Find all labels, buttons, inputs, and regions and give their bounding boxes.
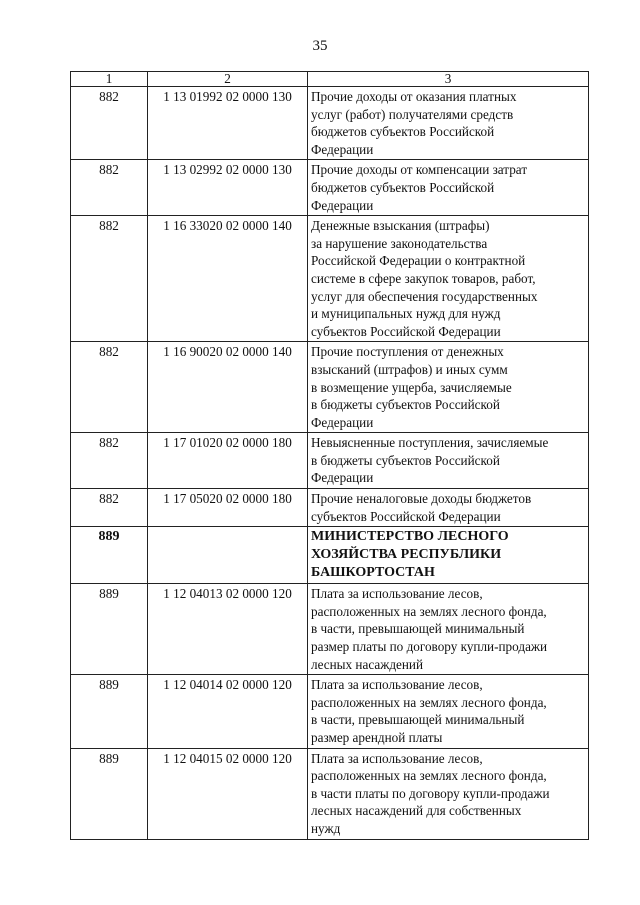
description-line: Прочие доходы от оказания платных [311,89,517,104]
description-line: Федерации [311,141,374,157]
column-header-2: 2 [148,72,308,87]
description-line: Невыясненные поступления, зачисляемые [311,435,549,451]
description-line: Российской Федерации о контрактной [311,253,526,269]
revenue-code-cell: 1 12 04013 02 0000 120 [148,584,308,675]
revenue-code-cell [148,527,308,584]
description-line: лесных насаждений [311,656,424,672]
description-line: субъектов Российской Федерации [311,323,501,339]
revenue-code-cell: 1 16 90020 02 0000 140 [148,342,308,433]
admin-code-cell: 889 [71,527,148,584]
column-header-3: 3 [308,72,589,87]
table-row [71,342,589,433]
revenue-codes-table [70,71,589,840]
description-line: расположенных на землях лесного фонда, [311,694,547,710]
description-line: размер арендной платы [311,730,443,745]
table-row [71,87,589,160]
admin-code-cell: 889 [71,748,148,839]
description-line: услуг для обеспечения государственных [311,288,538,304]
table-row [71,433,589,489]
description-line: расположенных на землях лесного фонда, [311,603,547,619]
admin-code-cell: 882 [71,342,148,433]
admin-code-cell: 889 [71,584,148,675]
description-cell [308,87,589,160]
description-line: в возмещение ущерба, зачисляемые [311,379,512,395]
description-line: в бюджеты субъектов Российской [311,397,500,413]
description-cell [308,584,589,675]
revenue-code-cell: 1 12 04015 02 0000 120 [148,748,308,839]
description-line: в части, превышающей минимальный [311,712,525,728]
description-line: Плата за использование лесов, [311,586,483,602]
admin-code-cell: 882 [71,216,148,342]
description-line: БАШКОРТОСТАН [311,565,435,581]
admin-code-cell: 882 [71,433,148,489]
table-row [71,527,589,584]
table-row [71,160,589,216]
description-line: Плата за использование лесов, [311,677,483,693]
description-cell [308,675,589,748]
admin-code-cell: 882 [71,87,148,160]
description-line: в части платы по договору купли-продажи [311,785,550,801]
admin-code-cell: 882 [71,160,148,216]
description-line: в бюджеты субъектов Российской [311,452,500,468]
description-line: нужд [311,820,341,836]
revenue-code-cell: 1 17 01020 02 0000 180 [148,433,308,489]
description-line: в части, превышающей минимальный [311,621,525,637]
description-line: Федерации [311,197,374,213]
description-line: Прочие доходы от компенсации затрат [311,162,528,178]
description-line: Прочие поступления от денежных [311,344,504,360]
description-line: Федерации [311,470,374,486]
revenue-code-cell: 1 13 01992 02 0000 130 [148,87,308,160]
table-row [71,489,589,527]
page-number: 35 [312,38,328,54]
description-line: Плата за использование лесов, [311,750,483,766]
description-line: ХОЗЯЙСТВА РЕСПУБЛИКИ [311,547,502,563]
column-header-1: 1 [71,72,148,87]
description-line: МИНИСТЕРСТВО ЛЕСНОГО [311,529,509,545]
revenue-code-cell: 1 16 33020 02 0000 140 [148,216,308,342]
description-line: размер платы по договору купли-продажи [311,639,548,655]
description-line: бюджетов субъектов Российской [311,179,495,195]
description-cell [308,489,589,527]
description-line: Денежные взыскания (штрафы) [311,218,490,234]
description-cell [308,433,589,489]
description-line: расположенных на землях лесного фонда, [311,768,547,784]
admin-code-cell: 882 [71,489,148,527]
table-row [71,748,589,839]
description-cell [308,527,589,584]
description-line: субъектов Российской Федерации [311,508,501,524]
description-line: бюджетов субъектов Российской [311,124,495,140]
table-row [71,584,589,675]
table-header-row [71,72,589,87]
description-line: лесных насаждений для собственных [311,803,522,819]
table-row [71,675,589,748]
description-line: Федерации [311,414,374,430]
description-line: взысканий (штрафов) и иных сумм [311,361,508,377]
revenue-code-cell: 1 12 04014 02 0000 120 [148,675,308,748]
admin-code-cell: 889 [71,675,148,748]
description-cell [308,216,589,342]
description-cell [308,160,589,216]
description-line: и муниципальных нужд для нужд [311,306,501,322]
table-body [71,87,589,840]
description-line: за нарушение законодательства [311,235,488,251]
description-cell [308,342,589,433]
table-row [71,216,589,342]
description-line: Прочие неналоговые доходы бюджетов [311,491,532,507]
description-line: услуг (работ) получателями средств [311,106,514,122]
revenue-code-cell: 1 17 05020 02 0000 180 [148,489,308,527]
description-cell [308,748,589,839]
description-line: системе в сфере закупок товаров, работ, [311,270,536,286]
revenue-code-cell: 1 13 02992 02 0000 130 [148,160,308,216]
